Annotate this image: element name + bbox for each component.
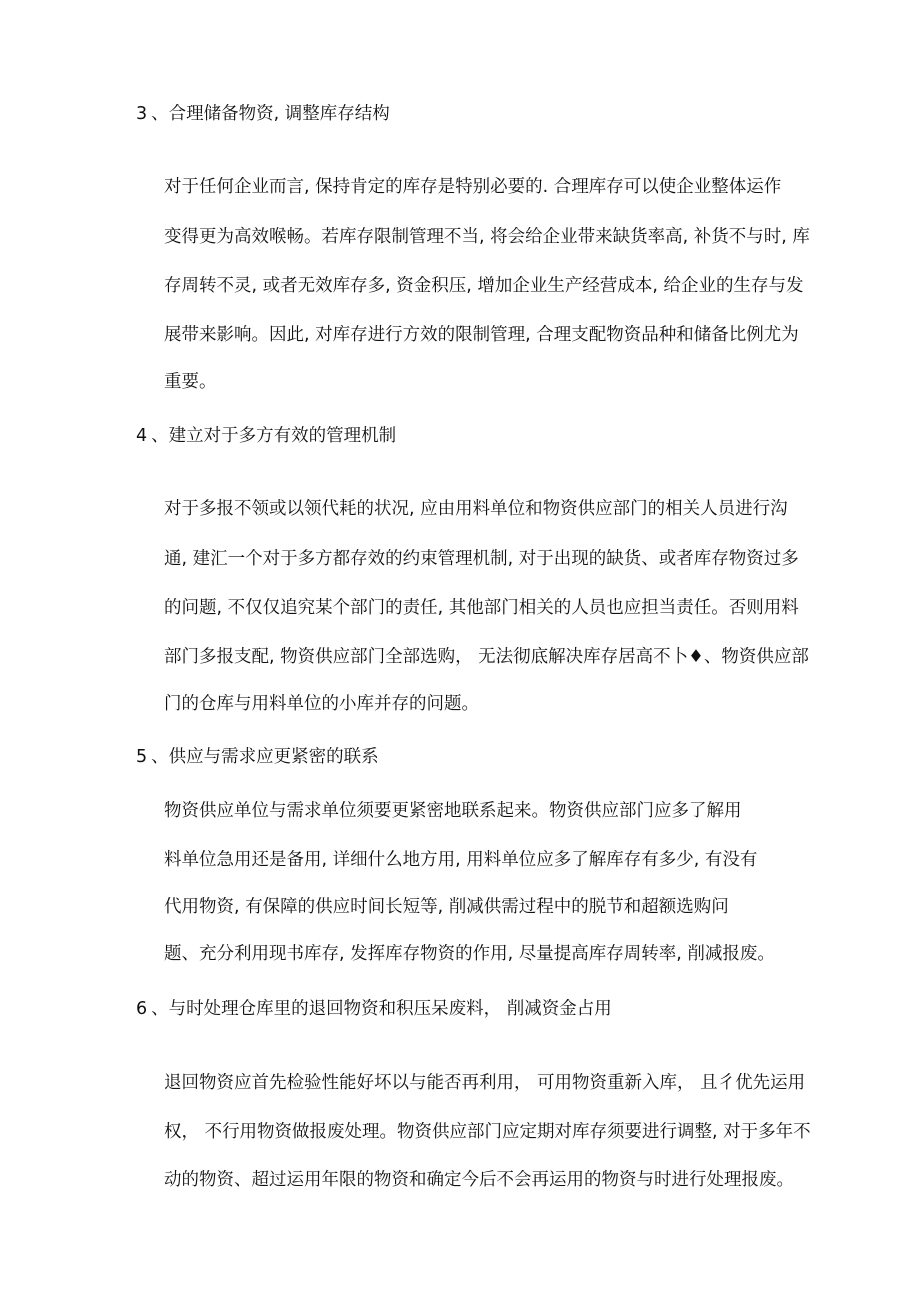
section-3-line-1: 对于任何企业而言, 保持肯定的库存是特别必要的. 合理库存可以使企业整体运作	[164, 177, 782, 197]
section-3-line-4: 展带来影响。因此, 对库存进行方效的限制管理, 合理支配物资品种和储备比例尤为	[164, 325, 799, 345]
section-4-heading	[136, 424, 396, 448]
section-3-number: 3	[136, 104, 148, 124]
section-4-line-1: 对于多报不领或以领代耗的状况, 应由用料单位和物资供应部门的相关人员进行沟	[164, 499, 788, 519]
section-4-number: 4	[136, 426, 148, 446]
section-5-title: 、供应与需求应更紧密的联系	[151, 747, 379, 767]
section-3-line-3: 存周转不灵, 或者无效库存多, 资金积压, 增加企业生产经营成本, 给企业的生存与发	[164, 276, 804, 296]
section-4-line-3: 的问题, 不仅仅追究某个部门的责任, 其他部门相关的人员也应担当责任。否则用料	[164, 598, 799, 618]
section-6-line-2: 权， 不行用物资做报废处理。物资供应部门应定期对库存须要进行调整, 对于多年不	[164, 1122, 811, 1142]
section-4-line-5: 门的仓库与用料单位的小库并存的问题。	[164, 694, 479, 714]
section-3-heading	[136, 102, 390, 126]
section-3-line-5: 重要。	[164, 372, 217, 392]
section-3-title: 、合理储备物资, 调整库存结构	[151, 104, 390, 124]
section-4-line-4: 部门多报支配, 物资供应部门全部选购， 无法彻底解决库存居高不卜♦、物资供应部	[164, 647, 809, 667]
section-6-title: 、与时处理仓库里的退回物资和积压呆废料， 削减资金占用	[151, 999, 612, 1019]
section-5-line-1: 物资供应单位与需求单位须要更紧密地联系起来。物资供应部门应多了解用	[164, 801, 742, 821]
section-5-heading	[136, 745, 379, 769]
section-4-line-2: 通, 建汇一个对于多方都存效的约束管理机制, 对于出现的缺货、或者库存物资过多	[164, 549, 799, 569]
section-6-heading	[136, 997, 612, 1021]
section-5-line-3: 代用物资, 有保障的供应时间长短等, 削减供需过程中的脱节和超额选购问	[164, 897, 729, 917]
section-5-line-4: 题、充分利用现书库存, 发挥库存物资的作用, 尽量提高库存周转率, 削减报废。	[164, 944, 775, 964]
section-6-line-3: 动的物资、超过运用年限的物资和确定今后不会再运用的物资与时进行处理报废。	[164, 1170, 794, 1190]
section-6-number: 6	[136, 999, 148, 1019]
section-3-line-2: 变得更为高效喉畅。若库存限制管理不当, 将会给企业带来缺货率高, 补货不与时, 库	[164, 227, 810, 247]
section-4-title: 、建立对于多方有效的管理机制	[151, 426, 397, 446]
section-5-number: 5	[136, 747, 148, 767]
section-5-line-2: 料单位急用还是备用, 详细什么地方用, 用料单位应多了解库存有多少, 有没有	[164, 850, 758, 870]
section-6-line-1: 退回物资应首先检验性能好坏以与能否再利用， 可用物资重新入库， 且彳优先运用	[164, 1073, 806, 1093]
